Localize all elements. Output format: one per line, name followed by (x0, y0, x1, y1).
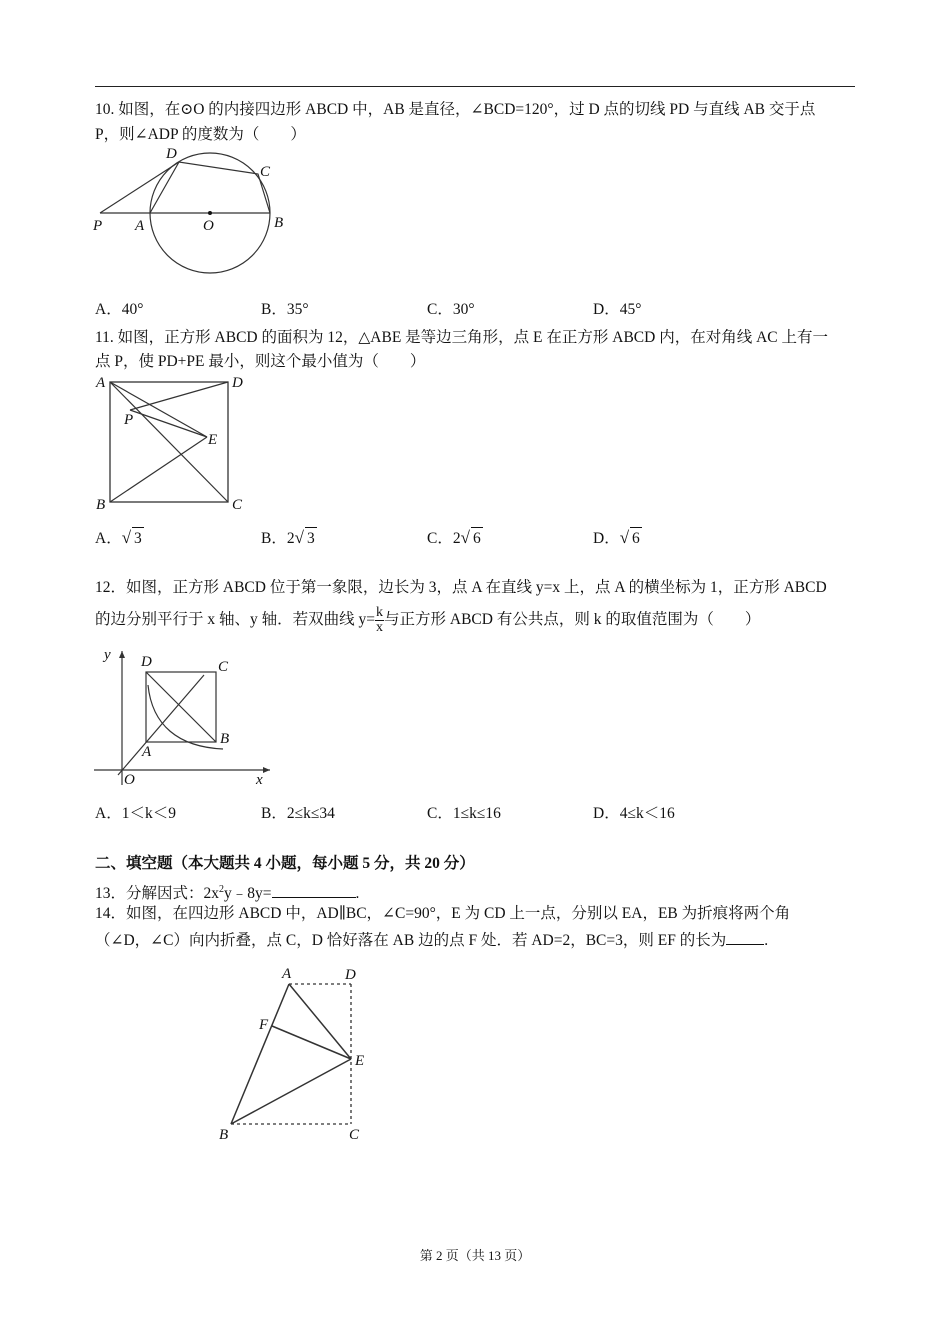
q14-text-line1: 14．如图，在四边形 ABCD 中，AD∥BC，∠C=90°，E 为 CD 上一点，分别以 EA，EB 为折痕将两个角 (95, 905, 791, 922)
q11-text-line2: 点 P，使 PD+PE 最小，则这个最小值为（ ） (95, 353, 426, 370)
label-c: C (349, 1127, 360, 1143)
q10-option-a[interactable]: A．40° (95, 301, 144, 318)
label-c: C (260, 164, 271, 180)
label-d: D (232, 375, 243, 391)
tangent-pd (100, 162, 179, 213)
q14-line2-end: . (764, 932, 769, 949)
label-d: D (166, 146, 177, 162)
label-a: A (282, 966, 292, 982)
q14-text-line2 (95, 928, 860, 952)
radicand: 6 (471, 527, 483, 550)
segment-be (231, 1059, 351, 1124)
q11-square-figure (90, 370, 250, 515)
page-footer: 第 2 页（共 13 页） (419, 1248, 531, 1263)
option-letter: C． (427, 530, 453, 547)
q10-circle-figure (90, 142, 300, 282)
q12-text-line1: 12．如图，正方形 ABCD 位于第一象限，边长为 3，点 A 在直线 y=x 上，点 A 的横坐标为 1，正方形 ABCD (95, 579, 827, 596)
radicand: 3 (305, 527, 317, 550)
q13-text (95, 879, 860, 905)
label-x: x (256, 772, 263, 788)
q12-option-c[interactable]: C．1≤k≤16 (427, 805, 501, 822)
q11-option-d[interactable]: D．√ 6 (593, 527, 642, 550)
label-f: F (259, 1017, 269, 1033)
label-e: E (355, 1053, 365, 1069)
label-e: E (208, 432, 218, 448)
q14-quadrilateral-figure (215, 963, 375, 1148)
q12-option-d[interactable]: D．4≤k＜16 (593, 805, 675, 822)
label-p: P (124, 412, 134, 428)
q13-answer-blank[interactable] (272, 881, 356, 898)
fraction-k-over-x (375, 606, 384, 635)
coefficient: 2 (452, 530, 461, 547)
option-letter: D． (593, 530, 620, 547)
q11-text-line1: 11. 如图，正方形 ABCD 的面积为 12，△ABE 是等边三角形，点 E 在正方形 ABCD 内，在对角线 AC 上有一 (95, 329, 828, 346)
segment-ae (289, 984, 351, 1059)
q13-pre: 13．分解因式：2x (95, 885, 220, 903)
line-y-equals-x (118, 675, 204, 775)
q14-line2-pre: （∠D，∠C）向内折叠，点 C，D 恰好落在 AB 边的点 F 处．若 AD=2，BC=3，则 EF 的长为 (95, 932, 727, 949)
center-point-o (208, 211, 212, 215)
q11-option-a[interactable]: A．√ 3 (95, 527, 144, 550)
q12-coordinate-figure (88, 645, 278, 790)
label-b: B (220, 731, 230, 747)
label-o: O (124, 772, 135, 788)
q13-exponent: 2 (219, 884, 225, 895)
label-b: B (219, 1127, 229, 1143)
q14-answer-blank[interactable] (726, 928, 764, 945)
label-c: C (218, 659, 229, 675)
label-y: y (104, 647, 111, 663)
segment-ae (110, 382, 207, 437)
segment-ab (231, 984, 289, 1124)
q12-option-b[interactable]: B．2≤k≤34 (261, 805, 335, 822)
header-rule (95, 86, 855, 87)
q12-option-a[interactable]: A．1＜k＜9 (95, 805, 176, 822)
q12-text-line2 (95, 606, 860, 635)
label-b: B (274, 215, 284, 231)
q12-line2-pre: 的边分别平行于 x 轴、y 轴．若双曲线 y= (95, 611, 375, 629)
segment-pe (130, 410, 207, 437)
radicand: 3 (132, 527, 144, 550)
label-a: A (142, 744, 152, 760)
segment-pd (130, 382, 228, 410)
label-p: P (93, 218, 103, 234)
q11-option-c[interactable]: C．2√ 6 (427, 527, 483, 550)
segment-be (110, 437, 207, 502)
x-axis-arrow (263, 767, 270, 773)
section-title-fill-in: 二、填空题（本大题共 4 小题，每小题 5 分，共 20 分） (95, 855, 475, 872)
label-o: O (203, 218, 214, 234)
segment-fe (272, 1026, 351, 1059)
label-b: B (96, 497, 106, 513)
q10-option-c[interactable]: C．30° (427, 301, 475, 318)
q10-text-line1: 10. 如图，在⊙O 的内接四边形 ABCD 中，AB 是直径，∠BCD=120°，过 D 点的切线 PD 与直线 AB 交于点 (95, 101, 816, 118)
radicand: 6 (630, 527, 642, 550)
label-c: C (232, 497, 243, 513)
fraction-numerator: k (376, 605, 383, 620)
label-a: A (135, 218, 145, 234)
q10-option-b[interactable]: B．35° (261, 301, 309, 318)
option-letter: B． (261, 530, 287, 547)
diagonal-db (146, 672, 216, 742)
y-axis-arrow (119, 651, 125, 658)
q11-option-b[interactable]: B．2√ 3 (261, 527, 317, 550)
label-d: D (345, 967, 356, 983)
hyperbola-curve (148, 685, 223, 749)
label-a: A (96, 375, 106, 391)
q10-option-d[interactable]: D．45° (593, 301, 642, 318)
fraction-denominator: x (376, 620, 383, 635)
q10-text-line2: P，则∠ADP 的度数为（ ） (95, 126, 306, 143)
q13-post: y﹣8y= (224, 885, 272, 903)
coefficient: 2 (286, 530, 295, 547)
q12-line2-post: 与正方形 ABCD 有公共点，则 k 的取值范围为（ ） (384, 611, 761, 629)
label-d: D (141, 654, 152, 670)
option-letter: A． (95, 530, 122, 547)
q13-end: . (355, 885, 360, 903)
